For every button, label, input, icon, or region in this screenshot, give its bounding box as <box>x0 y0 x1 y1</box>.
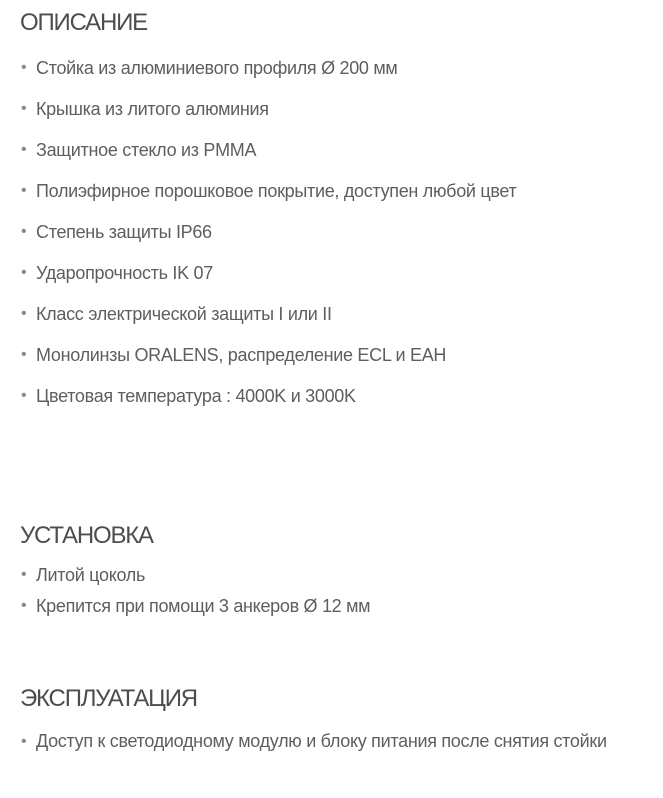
list-item-text: Доступ к светодиодному модулю и блоку питания после снятия стойки <box>36 731 607 751</box>
list-item <box>20 139 643 161</box>
description-section <box>20 8 643 426</box>
installation-list <box>20 564 643 617</box>
list-item <box>20 729 643 754</box>
bullet-icon: • <box>21 59 27 76</box>
operation-section <box>20 684 643 754</box>
operation-list <box>20 729 643 754</box>
bullet-icon: • <box>21 566 27 583</box>
list-item-text: Защитное стекло из PMMA <box>36 140 257 160</box>
list-item-text: Полиэфирное порошковое покрытие, доступен любой цвет <box>36 181 517 201</box>
bullet-icon: • <box>21 100 27 117</box>
list-item <box>20 303 643 325</box>
installation-heading: УСТАНОВКА <box>20 522 153 549</box>
bullet-icon: • <box>21 597 27 614</box>
bullet-icon: • <box>21 387 27 404</box>
list-item-text: Стойка из алюминиевого профиля Ø 200 мм <box>36 58 398 78</box>
list-item <box>20 221 643 243</box>
list-item <box>20 98 643 120</box>
list-item <box>20 385 643 407</box>
bullet-icon: • <box>21 223 27 240</box>
bullet-icon: • <box>21 141 27 158</box>
list-item <box>20 564 643 586</box>
list-item-text: Монолинзы ORALENS, распределение ECL и EAH <box>36 345 447 365</box>
list-item <box>20 262 643 284</box>
list-item-text: Крышка из литого алюминия <box>36 99 269 119</box>
bullet-icon: • <box>21 346 27 363</box>
description-heading: ОПИСАНИЕ <box>20 9 147 36</box>
list-item <box>20 180 643 202</box>
installation-section <box>20 521 643 626</box>
list-item <box>20 344 643 366</box>
bullet-icon: • <box>21 264 27 281</box>
list-item-text: Степень защиты IP66 <box>36 222 212 242</box>
list-item <box>20 595 643 617</box>
list-item-text: Ударопрочность IK 07 <box>36 263 213 283</box>
list-item-text: Класс электрической защиты I или II <box>36 304 332 324</box>
list-item-text: Литой цоколь <box>36 565 146 585</box>
bullet-icon: • <box>21 182 27 199</box>
operation-heading: ЭКСПЛУАТАЦИЯ <box>20 685 197 712</box>
list-item <box>20 57 643 79</box>
description-list <box>20 57 643 407</box>
bullet-icon: • <box>21 305 27 322</box>
list-item-text: Цветовая температура : 4000K и 3000K <box>36 386 356 406</box>
list-item-text: Крепится при помощи 3 анкеров Ø 12 мм <box>36 596 371 616</box>
bullet-icon: • <box>21 733 27 750</box>
